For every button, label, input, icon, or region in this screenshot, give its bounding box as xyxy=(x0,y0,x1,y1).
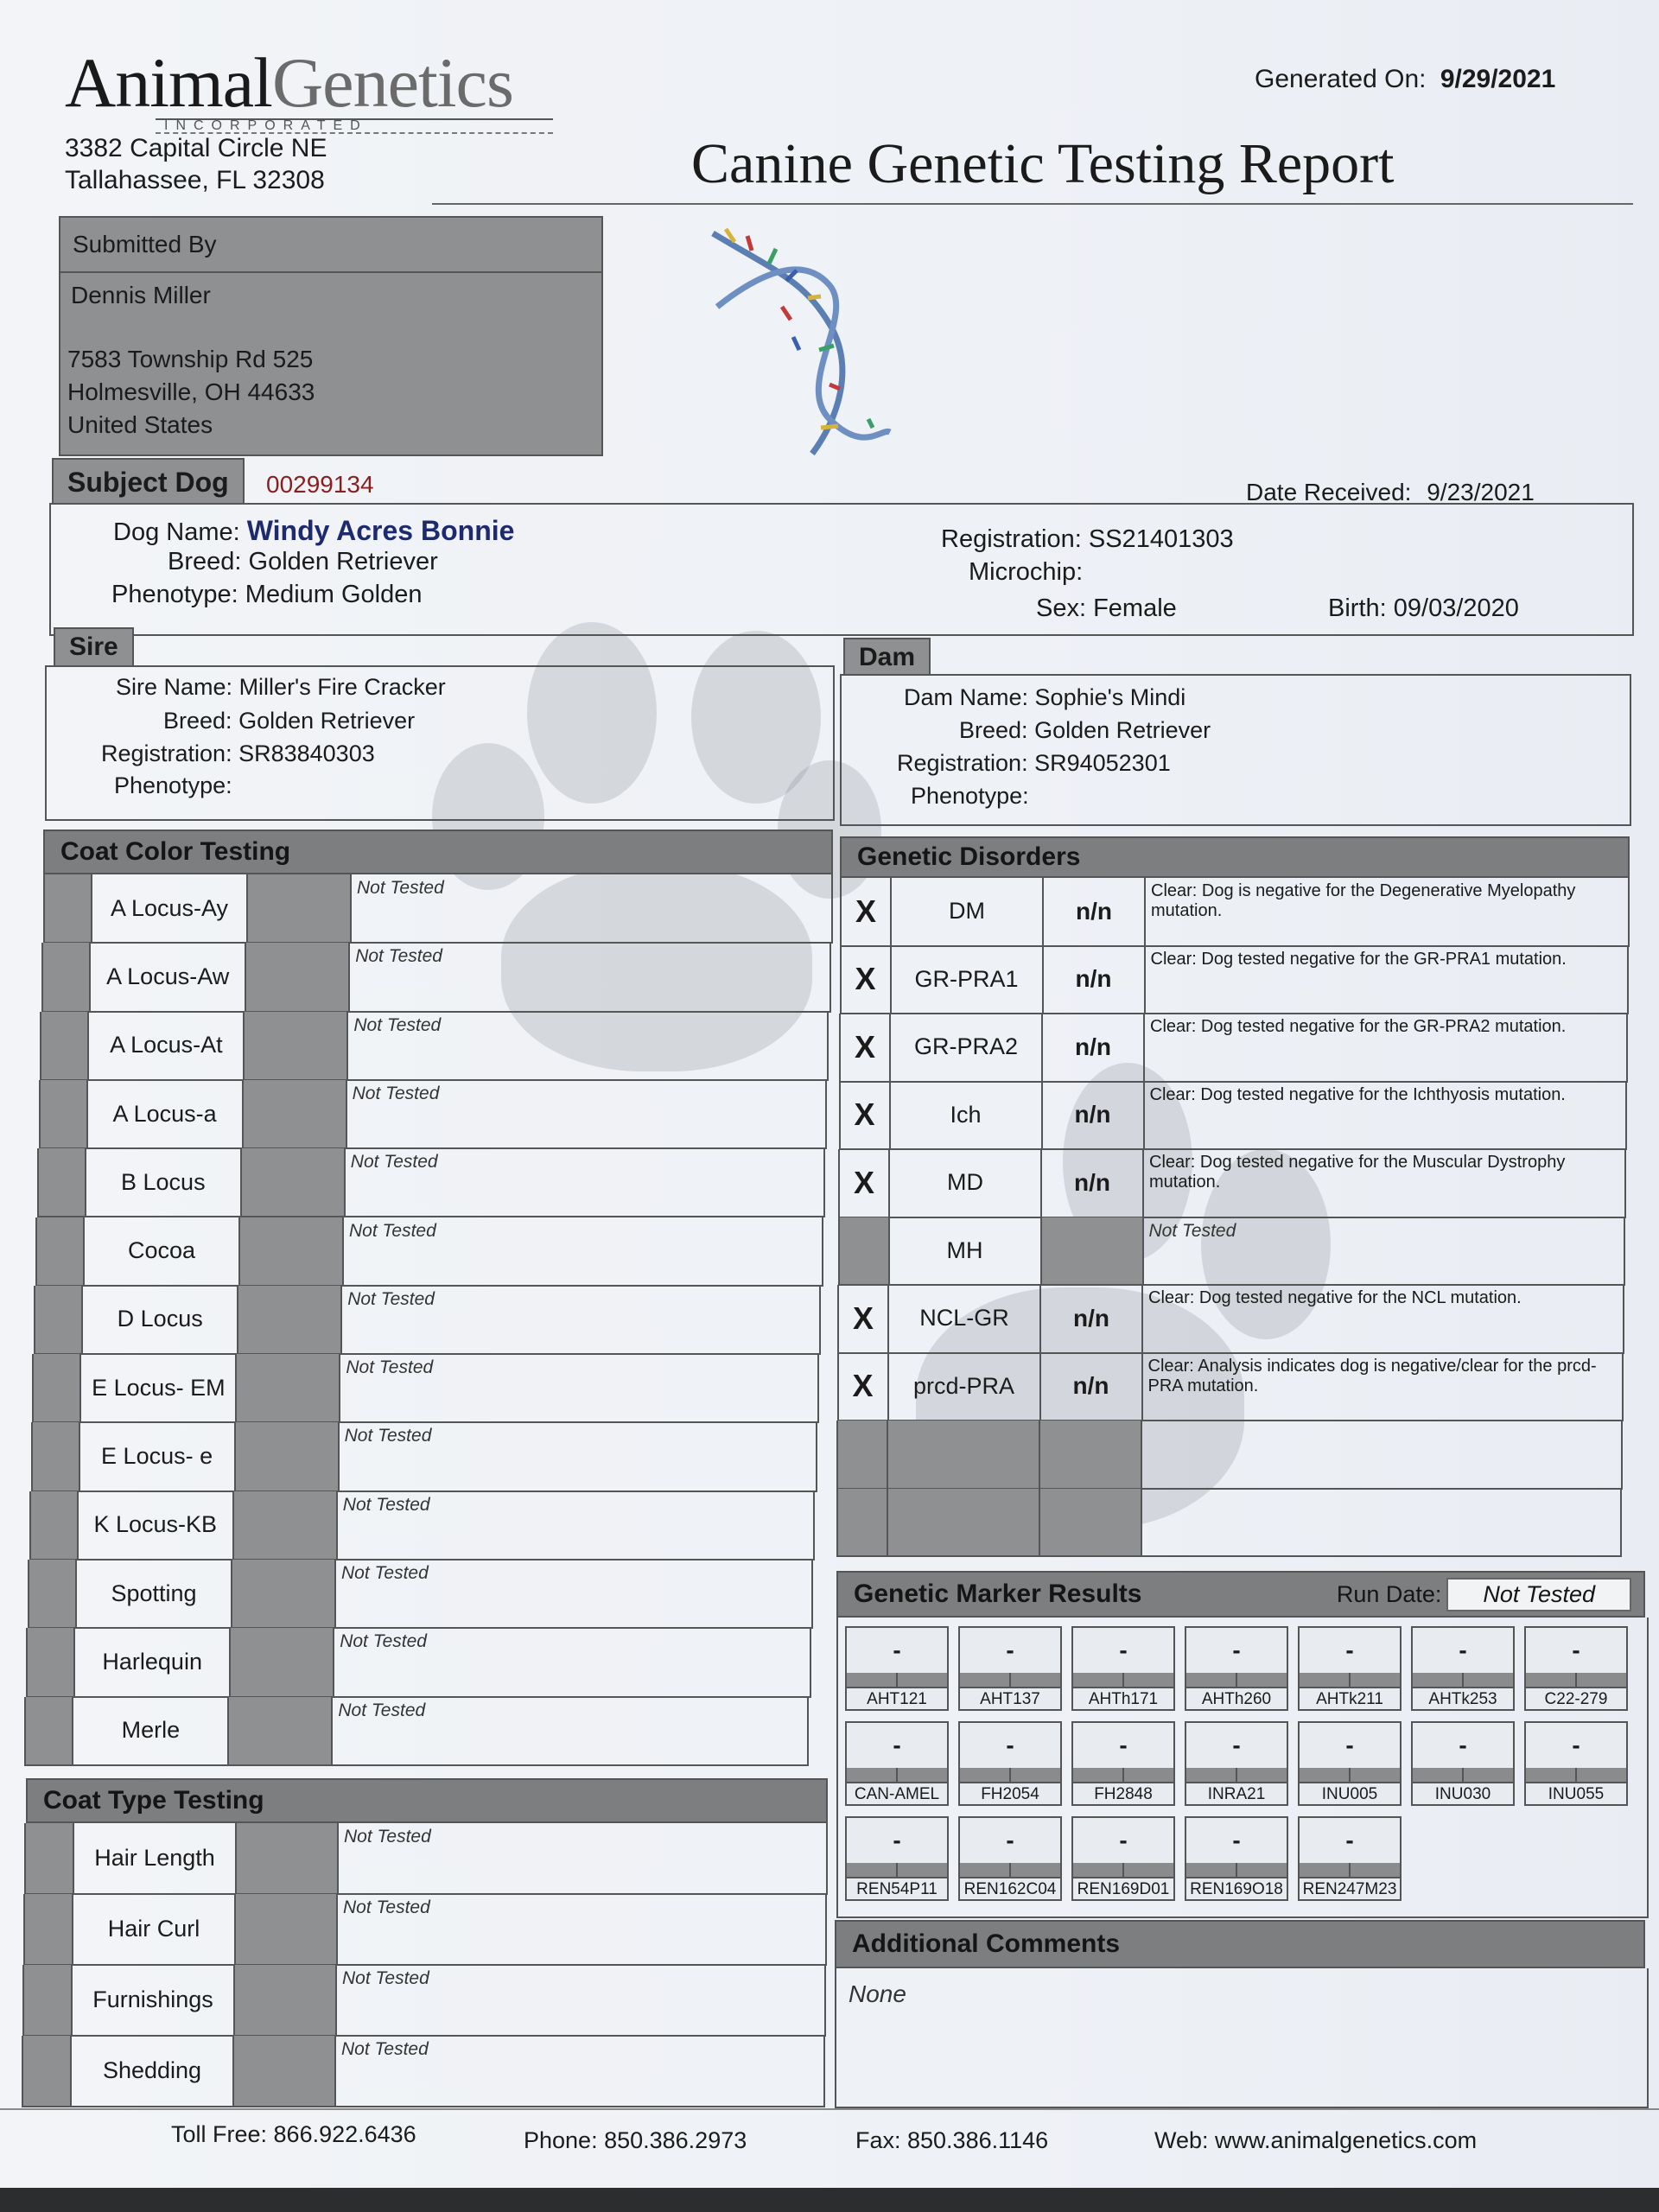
marker-cell xyxy=(958,1721,1062,1806)
sire-breed: Golden Retriever xyxy=(238,708,416,734)
disorder-mark: X xyxy=(839,1285,889,1352)
footer-web[interactable]: Web: www.animalgenetics.com xyxy=(1154,2127,1478,2153)
dog-breed: Golden Retriever xyxy=(248,548,438,575)
coat-color-header: Coat Color Testing xyxy=(43,830,833,874)
marker-cell xyxy=(1298,1626,1402,1711)
marker-name: REN54P11 xyxy=(847,1877,947,1901)
table-row xyxy=(837,1285,1624,1354)
marker-value: - xyxy=(1345,1732,1354,1758)
marker-value: - xyxy=(1572,1637,1580,1663)
table-row xyxy=(31,1422,817,1491)
dam-phenotype-label: Phenotype: xyxy=(911,783,1029,809)
submitted-country: United States xyxy=(67,411,213,438)
generated-value: 9/29/2021 xyxy=(1440,65,1556,93)
genetic-disorders-header: Genetic Disorders xyxy=(840,836,1630,878)
disorder-name: GR-PRA1 xyxy=(892,946,1044,1014)
submitted-by-box xyxy=(59,216,603,456)
disorder-result xyxy=(1040,1489,1142,1556)
table-row xyxy=(41,943,831,1012)
marker-name: CAN-AMEL xyxy=(847,1782,947,1806)
disorder-note: Clear: Dog is negative for the Degenerative Myelopathy mutation. xyxy=(1151,881,1576,920)
disorder-mark: X xyxy=(840,1149,890,1217)
marker-name: AHTk253 xyxy=(1413,1687,1513,1711)
table-row xyxy=(836,1489,1623,1558)
subject-dog-tab: Subject Dog xyxy=(52,458,245,505)
marker-cell xyxy=(1524,1626,1628,1711)
coat-color-result: Not Tested xyxy=(349,1220,436,1241)
disorder-name: DM xyxy=(892,878,1044,945)
marker-name: REN162C04 xyxy=(960,1877,1060,1901)
marker-value: - xyxy=(1459,1732,1467,1758)
marker-value: - xyxy=(893,1827,901,1853)
marker-name: REN247M23 xyxy=(1300,1877,1400,1901)
coat-type-result: Not Tested xyxy=(341,2039,429,2059)
sire-box: Sire Name: Miller's Fire Cracker Breed: Golden Retriever Registration: SR83840303 Phenotype: xyxy=(45,665,835,821)
disorder-name: GR-PRA2 xyxy=(891,1014,1043,1081)
marker-name: REN169D01 xyxy=(1073,1877,1173,1901)
marker-value: - xyxy=(1232,1732,1241,1758)
dog-phenotype: Medium Golden xyxy=(245,581,423,608)
coat-color-result: Not Tested xyxy=(353,1014,442,1035)
marker-cell xyxy=(1185,1721,1288,1806)
marker-cell xyxy=(1411,1721,1515,1806)
marker-value: - xyxy=(1459,1637,1467,1663)
table-row xyxy=(29,1491,816,1560)
table-row xyxy=(837,1353,1624,1422)
coat-color-result: Not Tested xyxy=(346,1357,434,1378)
marker-name: INU030 xyxy=(1413,1782,1513,1806)
disorder-result: n/n xyxy=(1042,1149,1144,1217)
disorder-name: prcd-PRA xyxy=(889,1353,1041,1421)
table-row xyxy=(32,1354,819,1423)
marker-name: INRA21 xyxy=(1186,1782,1287,1806)
coat-type-result: Not Tested xyxy=(343,1897,430,1917)
disorder-name: NCL-GR xyxy=(889,1285,1041,1352)
marker-name: AHTk211 xyxy=(1300,1687,1400,1711)
disorder-result: n/n xyxy=(1044,946,1146,1014)
table-row xyxy=(43,874,833,944)
marker-name: AHT121 xyxy=(847,1687,947,1711)
marker-value: - xyxy=(1119,1732,1128,1758)
coat-color-result: Not Tested xyxy=(350,1152,438,1173)
submitted-street: 7583 Township Rd 525 xyxy=(67,346,314,372)
coat-color-result: Not Tested xyxy=(344,1426,432,1446)
disorder-name xyxy=(888,1421,1040,1488)
marker-value: - xyxy=(1232,1637,1241,1663)
comments-box xyxy=(835,1968,1649,2108)
footer-toll-free: Toll Free: 866.922.6436 xyxy=(171,2121,416,2147)
coat-type-result: Not Tested xyxy=(344,1827,431,1847)
coat-color-name: A Locus-Aw xyxy=(91,943,246,1010)
coat-type-name: Furnishings xyxy=(73,1965,235,2035)
marker-cell xyxy=(1071,1721,1175,1806)
table-row xyxy=(35,1217,823,1287)
coat-color-result: Not Tested xyxy=(355,946,442,967)
logo-sub: INCORPORATED xyxy=(156,118,553,134)
disorder-note xyxy=(1142,1489,1621,1556)
run-date-value: Not Tested xyxy=(1446,1578,1631,1611)
marker-cell xyxy=(1298,1816,1402,1901)
submitted-by-title: Submitted By xyxy=(60,218,601,273)
marker-value: - xyxy=(1232,1827,1241,1853)
disorder-note: Clear: Dog tested negative for the NCL mutation. xyxy=(1148,1288,1522,1307)
dog-birth: 09/03/2020 xyxy=(1393,594,1519,622)
marker-cell xyxy=(1071,1816,1175,1901)
date-received: Date Received: 9/23/2021 xyxy=(1246,479,1535,505)
disorder-note: Clear: Dog tested negative for the GR-PRA2 mutation. xyxy=(1150,1017,1567,1036)
coat-color-name: E Locus- e xyxy=(80,1422,236,1490)
disorder-result: n/n xyxy=(1043,1014,1145,1081)
table-row xyxy=(840,946,1630,1015)
marker-value: - xyxy=(1119,1637,1128,1663)
marker-cell xyxy=(1411,1626,1515,1711)
marker-cell xyxy=(958,1626,1062,1711)
coat-color-name: B Locus xyxy=(86,1148,242,1216)
marker-name: FH2848 xyxy=(1073,1782,1173,1806)
coat-type-name: Shedding xyxy=(72,2036,234,2106)
marker-value: - xyxy=(1572,1732,1580,1758)
coat-color-result: Not Tested xyxy=(342,1494,430,1515)
coat-color-result: Not Tested xyxy=(341,1563,429,1583)
disorder-name: Ich xyxy=(891,1082,1043,1149)
footer-phone: Phone: 850.386.2973 xyxy=(524,2127,747,2153)
marker-results-header xyxy=(836,1571,1645,1618)
coat-color-name: D Locus xyxy=(83,1286,238,1353)
marker-name: REN169O18 xyxy=(1186,1877,1287,1901)
marker-value: - xyxy=(1345,1827,1354,1853)
address-line1: 3382 Capital Circle NE xyxy=(65,134,327,162)
disorder-mark xyxy=(838,1421,888,1488)
sire-tab: Sire xyxy=(54,627,134,665)
disorder-result xyxy=(1042,1217,1144,1285)
coat-color-name: A Locus-At xyxy=(89,1012,245,1079)
coat-type-result: Not Tested xyxy=(342,1968,429,1988)
table-row xyxy=(24,1823,828,1895)
marker-value: - xyxy=(893,1637,901,1663)
dna-helix-icon xyxy=(700,220,899,462)
disorder-name: MD xyxy=(890,1149,1042,1217)
disorder-result xyxy=(1040,1421,1142,1488)
dam-name: Sophie's Mindi xyxy=(1034,684,1186,710)
table-row xyxy=(37,1148,825,1217)
disorder-result: n/n xyxy=(1044,878,1146,945)
coat-color-name: E Locus- EM xyxy=(81,1354,237,1421)
marker-cell xyxy=(1524,1721,1628,1806)
coat-color-result: Not Tested xyxy=(352,1083,440,1103)
marker-cell xyxy=(845,1721,949,1806)
table-row xyxy=(838,1217,1626,1287)
table-row xyxy=(838,1149,1626,1218)
dam-box: Dam Name: Sophie's Mindi Breed: Golden Retriever Registration: SR94052301 Phenotype: xyxy=(840,674,1631,826)
footer-fax: Fax: 850.386.1146 xyxy=(855,2127,1049,2153)
dam-tab: Dam xyxy=(843,638,931,676)
submitted-city: Holmesville, OH 44633 xyxy=(67,378,315,405)
disorder-note: Not Tested xyxy=(1148,1220,1236,1241)
marker-cell xyxy=(845,1816,949,1901)
coat-color-name: A Locus-Ay xyxy=(92,874,248,942)
disorder-mark xyxy=(838,1489,888,1556)
disorder-note: Clear: Dog tested negative for the Ichthyosis mutation. xyxy=(1149,1084,1566,1104)
subject-id: 00299134 xyxy=(266,471,374,498)
disorder-note xyxy=(1142,1421,1621,1488)
disorder-result: n/n xyxy=(1041,1353,1143,1421)
marker-value: - xyxy=(1119,1827,1128,1853)
table-row xyxy=(24,1697,809,1766)
disorder-note: Clear: Analysis indicates dog is negative/clear for the prcd-PRA mutation. xyxy=(1147,1356,1597,1395)
marker-value: - xyxy=(1006,1637,1014,1663)
generated-on xyxy=(1255,65,1555,94)
coat-type-header: Coat Type Testing xyxy=(26,1778,828,1823)
marker-results-title: Genetic Marker Results xyxy=(854,1580,1142,1608)
table-row xyxy=(839,1082,1628,1151)
marker-name: INU005 xyxy=(1300,1782,1400,1806)
coat-color-result: Not Tested xyxy=(357,878,444,898)
marker-name: INU055 xyxy=(1526,1782,1626,1806)
report-title: Canine Genetic Testing Report xyxy=(691,132,1395,195)
disorder-note: Clear: Dog tested negative for the GR-PRA1 mutation. xyxy=(1150,949,1567,969)
disorder-mark: X xyxy=(842,946,892,1014)
disorder-mark: X xyxy=(839,1353,889,1421)
dog-sex: Female xyxy=(1093,594,1177,622)
coat-type-name: Hair Length xyxy=(74,1823,237,1893)
table-row xyxy=(28,1560,813,1629)
marker-value: - xyxy=(1345,1637,1354,1663)
disorder-result: n/n xyxy=(1041,1285,1143,1352)
logo-accent: Genetics xyxy=(271,43,513,122)
marker-name: FH2054 xyxy=(960,1782,1060,1806)
sire-name: Miller's Fire Cracker xyxy=(238,674,446,700)
disorder-note: Clear: Dog tested negative for the Muscular Dystrophy mutation. xyxy=(1149,1153,1566,1192)
dam-registration: SR94052301 xyxy=(1034,750,1171,776)
submitted-name: Dennis Miller xyxy=(71,282,211,308)
marker-value: - xyxy=(1006,1732,1014,1758)
table-row xyxy=(839,1014,1628,1083)
marker-cell xyxy=(1071,1626,1175,1711)
comments-header: Additional Comments xyxy=(835,1920,1645,1968)
dog-microchip-label: Microchip: xyxy=(969,558,1084,586)
marker-name: C22-279 xyxy=(1526,1687,1626,1711)
marker-name: AHTh171 xyxy=(1073,1687,1173,1711)
address-line2: Tallahassee, FL 32308 xyxy=(65,166,325,194)
disorder-result: n/n xyxy=(1043,1082,1145,1149)
coat-color-name: Cocoa xyxy=(85,1217,240,1285)
marker-cell xyxy=(958,1816,1062,1901)
disorder-mark: X xyxy=(841,1014,891,1081)
table-row xyxy=(836,1421,1623,1490)
sire-registration: SR83840303 xyxy=(238,741,375,766)
table-row xyxy=(22,1965,826,2037)
marker-cell xyxy=(845,1626,949,1711)
disorder-name: MH xyxy=(890,1217,1042,1285)
table-row xyxy=(40,1012,829,1081)
marker-name: AHTh260 xyxy=(1186,1687,1287,1711)
logo xyxy=(65,43,513,122)
table-row xyxy=(26,1628,811,1697)
generated-label: Generated On: xyxy=(1255,65,1427,93)
table-row xyxy=(23,1894,827,1966)
run-date-label: Run Date: xyxy=(1336,1580,1442,1607)
marker-cell xyxy=(1185,1816,1288,1901)
coat-color-result: Not Tested xyxy=(347,1288,435,1309)
disorder-mark: X xyxy=(842,878,892,945)
coat-color-name: K Locus-KB xyxy=(79,1491,234,1559)
sire-phenotype-label: Phenotype: xyxy=(114,772,232,798)
table-row xyxy=(34,1286,821,1355)
coat-color-name: Merle xyxy=(73,1697,229,1764)
marker-cell xyxy=(1298,1721,1402,1806)
marker-cell xyxy=(1185,1626,1288,1711)
marker-value: - xyxy=(893,1732,901,1758)
coat-color-name: Spotting xyxy=(77,1560,232,1627)
coat-color-result: Not Tested xyxy=(338,1700,426,1720)
table-row xyxy=(39,1080,828,1149)
comments-text: None xyxy=(849,1980,906,2007)
table-row xyxy=(22,2036,825,2107)
subject-dog-box: Dog Name: Windy Acres Bonnie Breed: Golden Retriever Phenotype: Medium Golden Registration: SS21401303 Microchip: Sex: Female Birth: 09/03/2020 xyxy=(49,503,1634,636)
coat-color-result: Not Tested xyxy=(340,1631,427,1652)
coat-color-name: A Locus-a xyxy=(88,1080,244,1147)
marker-name: AHT137 xyxy=(960,1687,1060,1711)
dam-breed: Golden Retriever xyxy=(1034,717,1211,743)
table-row xyxy=(840,878,1630,947)
date-received-value: 9/23/2021 xyxy=(1427,479,1535,505)
disorder-mark xyxy=(840,1217,890,1285)
coat-type-name: Hair Curl xyxy=(73,1894,236,1964)
dog-registration: SS21401303 xyxy=(1088,525,1234,553)
dog-name: Windy Acres Bonnie xyxy=(246,515,515,546)
logo-main: Animal xyxy=(65,43,272,122)
disorder-mark: X xyxy=(841,1082,891,1149)
coat-color-name: Harlequin xyxy=(75,1628,231,1695)
marker-value: - xyxy=(1006,1827,1014,1853)
disorder-name xyxy=(888,1489,1040,1556)
